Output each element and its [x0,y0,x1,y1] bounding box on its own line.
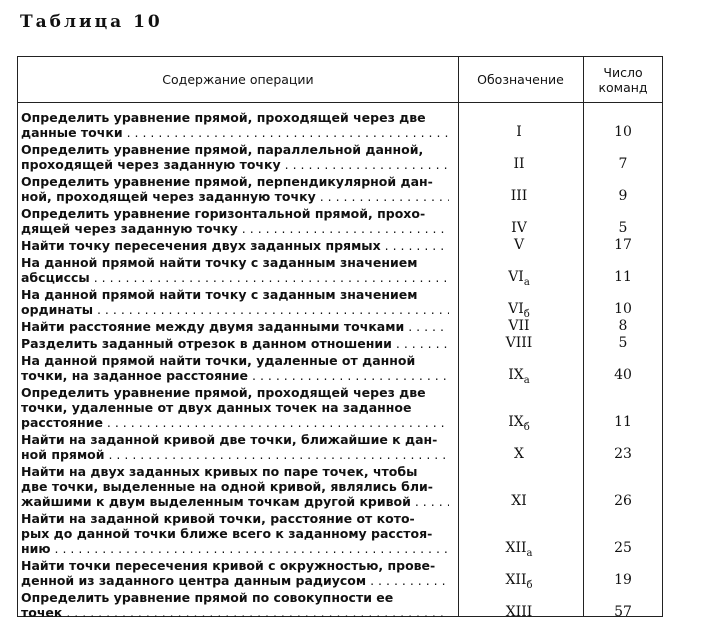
command-count: 57 [614,604,632,620]
designation-cell [462,494,576,509]
operation-line: абсциссы . . . [21,270,449,285]
operation-line: ной прямой . . . [21,447,449,462]
designation-cell [462,573,576,593]
designation-cell [462,541,576,561]
operation-text [21,110,449,140]
designation-numeral: I [516,124,522,140]
operation-text [21,385,449,430]
operation-line: Найти расстояние между двумя заданными точками . . . [21,319,449,334]
header-designation: Обозначение [477,72,564,87]
designation-numeral: III [510,188,528,204]
operation-line: Найти на заданной кривой две точки, ближайшие к дан- [21,432,438,447]
operation-line: На данной прямой найти точки, удаленные от данной [21,353,416,368]
operation-text [21,142,449,172]
operation-line: дящей через заданную точку . . . [21,221,449,236]
command-count: 11 [614,414,632,430]
designation-numeral: XIII [505,604,533,620]
designation-cell [462,157,576,172]
designation-cell [462,221,576,236]
table-caption: Таблица 10 [20,12,163,32]
designation-cell [462,336,576,351]
operation-line: Найти точку пересечения двух заданных прямых . . . [21,238,449,253]
designation-cell [462,415,576,435]
designation-numeral: XII [505,572,527,588]
designation-subscript: б [526,579,533,591]
command-count: 5 [618,220,628,236]
operation-line: денной из заданного центра данным радиусом . . . [21,573,449,588]
operation-text [21,336,449,351]
column-divider [583,57,584,616]
designation-subscript: б [523,308,530,320]
header-count-line1: Число [603,64,643,80]
operation-text [21,558,449,588]
command-count: 11 [614,269,632,285]
designation-cell [462,238,576,253]
header-operation: Содержание операции [162,72,314,87]
operation-text [21,174,449,204]
designation-numeral: IX [508,367,524,383]
operation-line: проходящей через заданную точку . . . [21,157,449,172]
operation-text [21,319,449,334]
designation-subscript: а [523,276,530,288]
command-count: 40 [614,367,632,383]
designation-subscript: а [523,374,530,386]
operation-line: данные точки . . . [21,125,449,140]
designation-cell [462,270,576,290]
header-count-line2: команд [598,79,648,95]
operation-line: Определить уравнение прямой, проходящей через две [21,385,426,400]
command-count: 10 [614,301,632,317]
column-divider [458,57,459,616]
operation-text [21,590,449,620]
command-count: 8 [618,318,628,334]
operation-line: две точки, выделенные на одной кривой, являлись бли- [21,479,433,494]
designation-numeral: V [513,237,525,253]
designation-cell [462,125,576,140]
operations-table [17,56,663,620]
designation-numeral: X [514,446,524,462]
operation-line: Определить уравнение прямой по совокупности ее [21,590,394,605]
designation-cell [462,605,576,620]
command-count: 23 [614,446,632,462]
designation-numeral: VIII [505,335,533,351]
operation-line: точки, удаленные от двух данных точек на заданное [21,400,412,415]
operation-line: Определить уравнение прямой, параллельной данной, [21,142,424,157]
designation-subscript: б [523,421,530,433]
designation-subscript: а [526,547,533,559]
operation-text [21,511,449,556]
operation-text [21,353,449,383]
operation-line: расстояние . . . [21,415,449,430]
designation-cell [462,368,576,388]
operation-line: ной, проходящей через заданную точку . . . [21,189,449,204]
designation-cell [462,319,576,334]
operation-text [21,255,449,285]
designation-cell [462,447,576,462]
operation-line: Определить уравнение прямой, перпендикулярной дан- [21,174,433,189]
header-divider [18,102,662,103]
operation-line: нию . . . [21,541,449,556]
operation-line: точек . . . [21,605,449,620]
operation-line: Определить уравнение горизонтальной прямой, прохо- [21,206,426,221]
operation-line: Найти точки пересечения кривой с окружностью, прове- [21,558,436,573]
header-count [583,57,663,102]
designation-numeral: VI [508,269,524,285]
command-count: 26 [614,493,632,509]
operation-text [21,432,449,462]
designation-numeral: VI [508,301,524,317]
command-count: 25 [614,540,632,556]
operation-line: Определить уравнение прямой, проходящей через две [21,110,426,125]
designation-numeral: VII [508,318,530,334]
operation-line: Найти на двух заданных кривых по паре точек, чтобы [21,464,418,479]
operation-line: На данной прямой найти точку с заданным значением [21,255,418,270]
operation-text [21,287,449,317]
command-count: 19 [614,572,632,588]
operation-text [21,206,449,236]
operation-line: точки, на заданное расстояние . . . [21,368,449,383]
operation-line: На данной прямой найти точку с заданным значением [21,287,418,302]
command-count: 10 [614,124,632,140]
designation-numeral: IV [511,220,527,236]
operation-line: рых до данной точки ближе всего к заданному расстоя- [21,526,433,541]
operation-line: Разделить заданный отрезок в данном отношении . . . [21,336,449,351]
command-count: 9 [618,188,628,204]
designation-cell [462,189,576,204]
operation-text [21,464,449,509]
designation-numeral: IX [508,414,524,430]
designation-numeral: II [513,156,525,172]
designation-numeral: XII [505,540,527,556]
command-count: 7 [618,156,628,172]
operation-text [21,238,449,253]
operation-line: ординаты . . . [21,302,449,317]
operation-line: жайшими к двум выделенным точкам другой кривой . . . [21,494,449,509]
operation-line: Найти на заданной кривой точки, расстояние от кото- [21,511,415,526]
command-count: 17 [614,237,632,253]
command-count: 5 [618,335,628,351]
designation-numeral: XI [511,493,527,509]
